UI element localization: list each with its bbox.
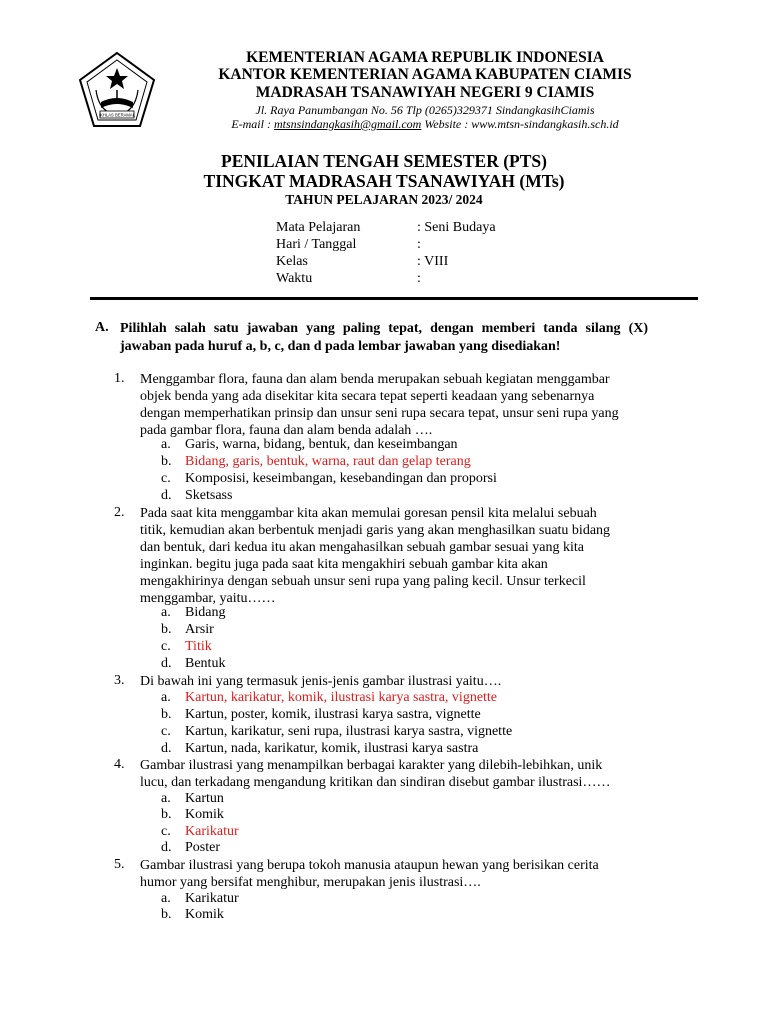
svg-text:IKHLAS BERAMAL: IKHLAS BERAMAL (98, 112, 136, 118)
kemenag-logo (76, 50, 158, 132)
question-text (140, 857, 670, 891)
meta-value-class: : VIII (417, 254, 449, 269)
exam-title: PENILAIAN TENGAH SEMESTER (PTS) (221, 151, 547, 171)
question-text (140, 371, 670, 439)
meta-label-date: Hari / Tanggal (276, 237, 357, 252)
email-link[interactable]: mtsnsindangkasih@gmail.com (273, 117, 422, 131)
option-letter: d. (161, 656, 172, 671)
section-letter: A. (95, 320, 109, 335)
contact-line (160, 117, 690, 132)
exam-level: TINGKAT MADRASAH TSANAWIYAH (MTs) (203, 171, 565, 191)
option-text: Poster (185, 840, 220, 855)
option-text: Arsir (185, 622, 214, 637)
question-line: pada gambar flora, fauna dan alam benda adalah …. (140, 423, 433, 438)
school-address: Jl. Raya Panumbangan No. 56 Tlp (0265)329371 SindangkasihCiamis (255, 103, 595, 117)
option-letter: b. (161, 622, 172, 637)
option-text: Kartun, poster, komik, ilustrasi karya sastra, vignette (185, 707, 481, 722)
option-letter: a. (161, 690, 171, 705)
office-title: KANTOR KEMENTERIAN AGAMA KABUPATEN CIAMIS (218, 66, 632, 83)
option-letter: c. (161, 471, 171, 486)
question-text (140, 673, 670, 690)
academic-year: TAHUN PELAJARAN 2023/ 2024 (285, 192, 483, 207)
option-letter: a. (161, 891, 171, 906)
option-text: Kartun (185, 791, 224, 806)
question-line: menggambar, yaitu…… (140, 591, 276, 606)
option-letter: d. (161, 488, 172, 503)
question-text (140, 757, 670, 791)
option-text: Komik (185, 807, 224, 822)
option-letter: a. (161, 437, 171, 452)
option-letter: b. (161, 707, 172, 722)
option-letter: c. (161, 824, 171, 839)
question-text (140, 505, 670, 607)
website-text: Website : www.mtsn-sindangkasih.sch.id (421, 117, 619, 131)
option-letter: a. (161, 605, 171, 620)
question-line: Di bawah ini yang termasuk jenis-jenis gambar ilustrasi yaitu…. (140, 674, 502, 689)
option-letter: b. (161, 807, 172, 822)
option-letter: a. (161, 791, 171, 806)
question-line: dan bentuk, dari kedua itu akan mengahasilkan sebuah gambar sesuai yang kita (140, 540, 584, 555)
option-text: Karikatur (185, 891, 239, 906)
option-letter: b. (161, 454, 172, 469)
section-instructions: Pilihlah salah satu jawaban yang paling tepat, dengan memberi tanda silang (X) jawaban pada huruf a, b, c, dan d pada lembar jawaban yang disediakan! (120, 321, 648, 354)
meta-value-date: : (417, 237, 421, 252)
meta-label-subject: Mata Pelajaran (276, 220, 361, 235)
question-line: dengan memperhatikan prinsip dan unsur seni rupa secara tepat, unsur seni rupa yang (140, 406, 619, 421)
option-letter: d. (161, 840, 172, 855)
option-text-correct: Kartun, karikatur, komik, ilustrasi karya sastra, vignette (185, 690, 498, 705)
question-line: objek benda yang ada disekitar kita secara tepat seperti keadaan yang sebenarnya (140, 389, 595, 404)
meta-label-time: Waktu (276, 271, 313, 286)
question-number: 2. (114, 505, 125, 520)
option-text-correct: Titik (185, 639, 212, 654)
question-number: 4. (114, 757, 125, 772)
school-title: MADRASAH TSANAWIYAH NEGERI 9 CIAMIS (255, 84, 595, 101)
email-label: E-mail : (231, 117, 274, 131)
question-number: 5. (114, 857, 125, 872)
option-text: Komposisi, keseimbangan, kesebandingan dan proporsi (185, 471, 497, 486)
option-text-correct: Karikatur (185, 824, 239, 839)
question-number: 3. (114, 673, 125, 688)
meta-value-time: : (417, 271, 421, 286)
question-number: 1. (114, 371, 125, 386)
meta-label-class: Kelas (276, 254, 308, 269)
question-line: Pada saat kita menggambar kita akan memulai goresan pensil kita melalui sebuah (140, 506, 597, 521)
ministry-title: KEMENTERIAN AGAMA REPUBLIK INDONESIA (246, 49, 604, 66)
option-text-correct: Bidang, garis, bentuk, warna, raut dan gelap terang (185, 454, 471, 469)
option-text: Sketsass (185, 488, 233, 503)
option-text: Bidang (185, 605, 226, 620)
option-text: Komik (185, 907, 224, 922)
question-line: Gambar ilustrasi yang berupa tokoh manusia ataupun hewan yang berisikan cerita (140, 858, 599, 873)
option-letter: d. (161, 741, 172, 756)
option-text: Kartun, karikatur, seni rupa, ilustrasi karya sastra, vignette (185, 724, 513, 739)
option-text: Bentuk (185, 656, 226, 671)
question-line: titik, kemudian akan berbentuk menjadi garis yang akan menghasilkan suatu bidang (140, 523, 611, 538)
option-text: Garis, warna, bidang, bentuk, dan keseimbangan (185, 437, 458, 452)
option-letter: c. (161, 724, 171, 739)
question-line: lucu, dan terkadang mengandung kritikan dan sindiran disebut gambar ilustrasi…… (140, 775, 611, 790)
question-line: Menggambar flora, fauna dan alam benda merupakan sebuah kegiatan menggambar (140, 372, 610, 387)
question-line: humor yang bersifat menghibur, merupakan jenis ilustrasi…. (140, 875, 481, 890)
option-text: Kartun, nada, karikatur, komik, ilustrasi karya sastra (185, 741, 479, 756)
question-line: Gambar ilustrasi yang menampilkan berbagai karakter yang dilebih-lebihkan, unik (140, 758, 603, 773)
option-letter: c. (161, 639, 171, 654)
question-line: inginkan. begitu juga pada saat kita mengakhiri sebuah gambar kita akan (140, 557, 548, 572)
question-line: mengakhirinya dengan sebuah unsur seni rupa yang paling kecil. Unsur terkecil (140, 574, 586, 589)
meta-value-subject: : Seni Budaya (417, 220, 496, 235)
option-letter: b. (161, 907, 172, 922)
divider-line (90, 297, 698, 300)
